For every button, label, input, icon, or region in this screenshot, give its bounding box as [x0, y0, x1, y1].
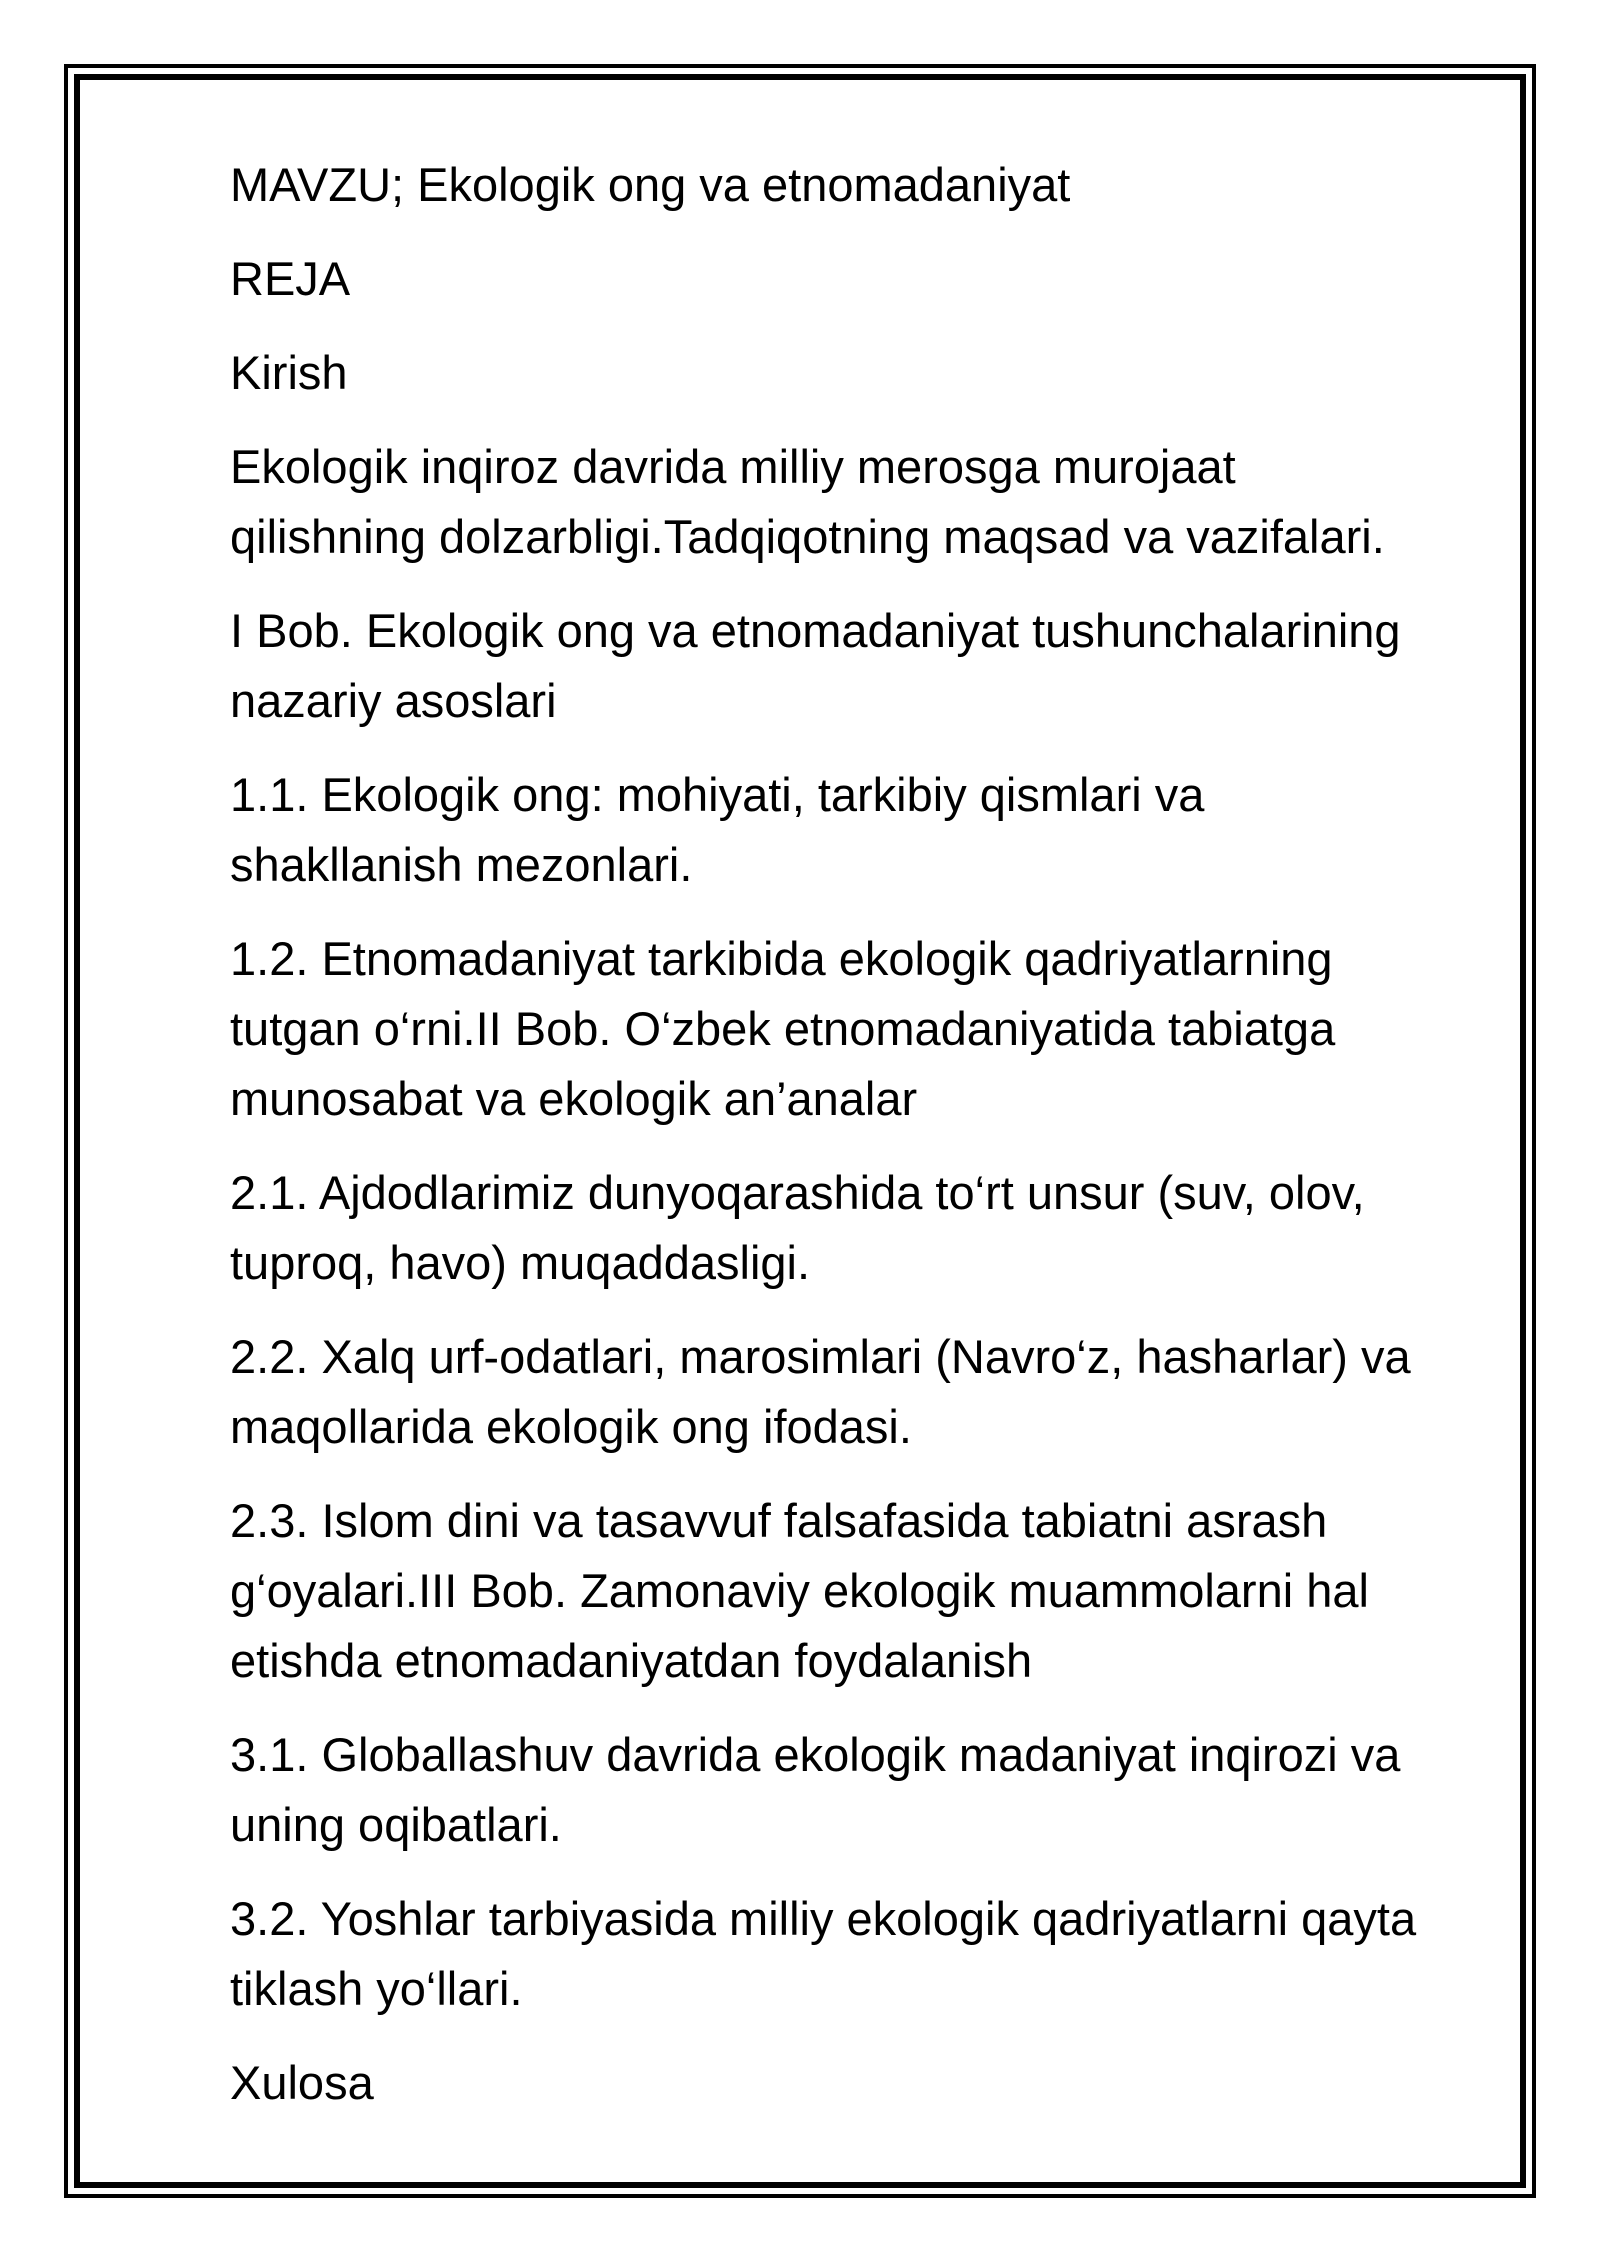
- plan-item: 3.2. Yoshlar tarbiyasida milliy ekologik qadriyatlarni qayta tiklash yo‘llari.: [230, 1892, 1417, 2015]
- plan-item: 2.1. Ajdodlarimiz dunyoqarashida to‘rt unsur (suv, olov, tuproq, havo) muqaddasligi.: [230, 1166, 1365, 1289]
- plan-item: Xulosa: [230, 2056, 374, 2109]
- plan-item: Ekologik inqiroz davrida milliy merosga murojaat qilishning dolzarbligi.Tadqiqotning maqsad va vazifalari.: [230, 440, 1385, 563]
- plan-item: 2.3. Islom dini va tasavvuf falsafasida tabiatni asrash g‘oyalari.III Bob. Zamonaviy ekologik muammolarni hal etishda etnomadaniyatdan foydalanish: [230, 1494, 1369, 1687]
- plan-heading: REJA: [230, 252, 351, 305]
- plan-item: I Bob. Ekologik ong va etnomadaniyat tushunchalarining nazariy asoslari: [230, 604, 1401, 727]
- plan-item: 2.2. Xalq urf-odatlari, marosimlari (Navro‘z, hasharlar) va maqollarida ekologik ong ifodasi.: [230, 1330, 1411, 1453]
- document-body: [230, 150, 1520, 2142]
- plan-item: Kirish: [230, 346, 348, 399]
- plan-item: 1.1. Ekologik ong: mohiyati, tarkibiy qismlari va shakllanish mezonlari.: [230, 768, 1205, 891]
- plan-item: 3.1. Globallashuv davrida ekologik madaniyat inqirozi va uning oqibatlari.: [230, 1728, 1401, 1851]
- plan-item: 1.2. Etnomadaniyat tarkibida ekologik qadriyatlarning tutgan o‘rni.II Bob. O‘zbek etnomadaniyatida tabiatga munosabat va ekologik an’analar: [230, 932, 1336, 1125]
- document-title: MAVZU; Ekologik ong va etnomadaniyat: [230, 158, 1071, 211]
